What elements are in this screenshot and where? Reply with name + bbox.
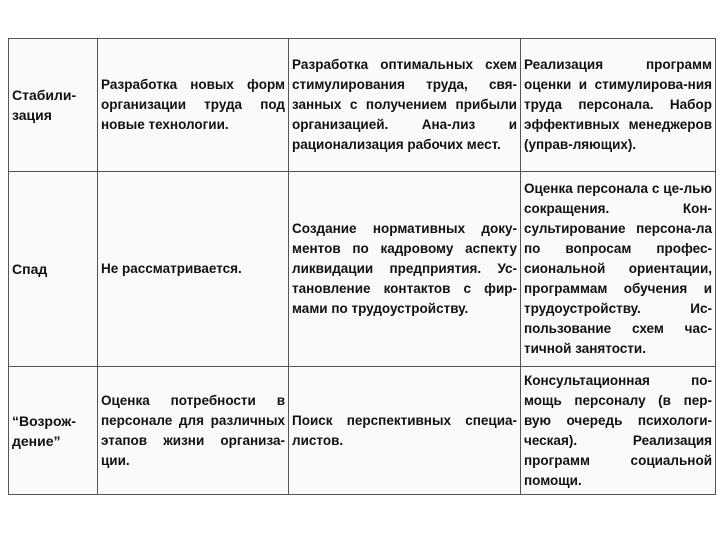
stages-table	[8, 38, 716, 495]
stage-cell: Спад	[9, 172, 98, 367]
cell-col2: Разработка оптимальных схем стимулирования труда, свя-занных с получением прибыли организацией. Ана-лиз и рационализация рабочих мест.	[289, 39, 521, 172]
table-row	[9, 367, 716, 495]
cell-col3: Оценка персонала с це-лью сокращения. Кон-сультирование персона-ла по вопросам профес-сиональной ориентации, программам обучения и трудоустройству. Ис-пользование схем час-тичной занятости.	[521, 172, 716, 367]
cell-col1: Оценка потребности в персонале для различных этапов жизни организа-ции.	[98, 367, 289, 495]
cell-col3: Консультационная по-мощь персоналу (в пер-вую очередь психологи-ческая). Реализация программ социальной помощи.	[521, 367, 716, 495]
stage-cell: “Возрож- дение”	[9, 367, 98, 495]
stage-cell: Стабили- зация	[9, 39, 98, 172]
cell-col3: Реализация программ оценки и стимулирова-ния труда персонала. Набор эффективных менеджеров (управ-ляющих).	[521, 39, 716, 172]
table-row	[9, 39, 716, 172]
table-row	[9, 172, 716, 367]
cell-col1: Разработка новых форм организации труда под новые технологии.	[98, 39, 289, 172]
cell-col2: Создание нормативных доку-ментов по кадровому аспекту ликвидации предприятия. Ус-тановление контактов с фир-мами по трудоустройству.	[289, 172, 521, 367]
cell-col1: Не рассматривается.	[98, 172, 289, 367]
cell-col2: Поиск перспективных специа-листов.	[289, 367, 521, 495]
